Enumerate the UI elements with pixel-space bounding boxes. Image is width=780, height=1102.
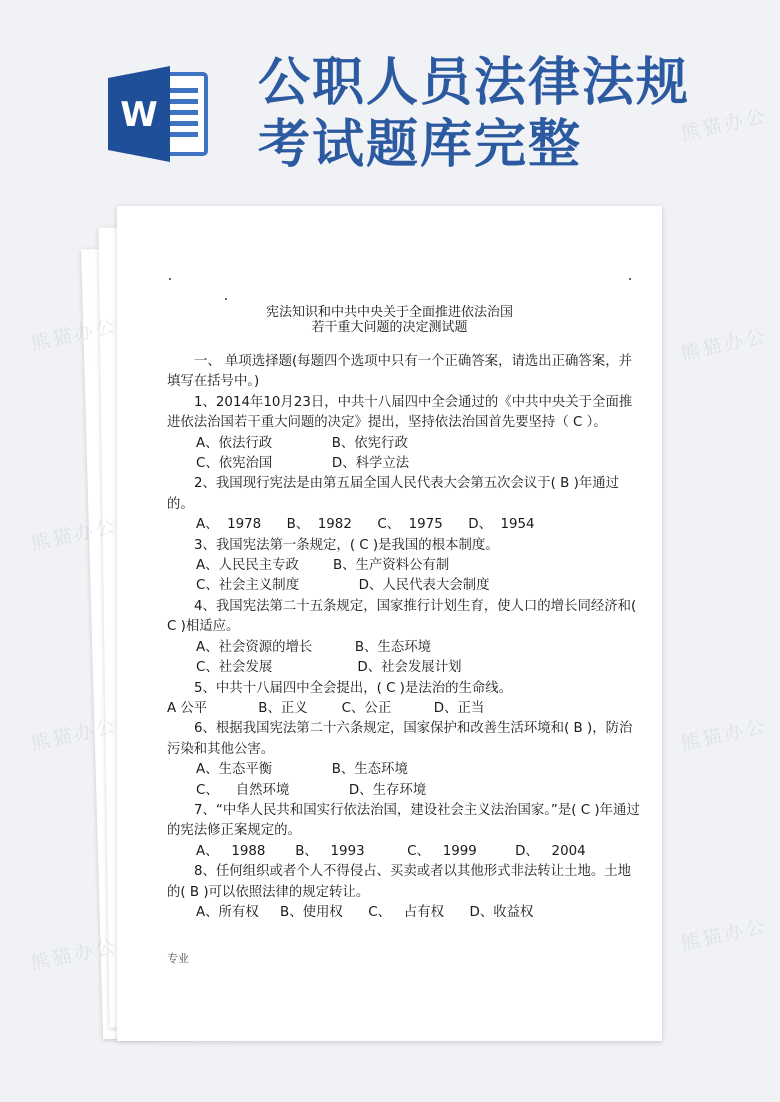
document-title-line2: 若干重大问题的决定测试题 <box>311 320 468 335</box>
question-options: A、依法行政 B、依宪行政 <box>196 435 408 451</box>
question-options: C、社会主义制度 D、人民代表大会制度 <box>196 578 490 594</box>
banner-title <box>258 52 758 176</box>
watermark: 熊猫办公 <box>678 715 770 755</box>
question-options: C、依宪治国 D、科学立法 <box>196 456 410 472</box>
word-logo-letter: W <box>120 95 158 135</box>
corner-mark <box>225 298 227 300</box>
question-stem: 3、我国宪法第一条规定，( C )是我国的根本制度。 <box>194 537 499 553</box>
banner-title-line2: 考试题库完整 <box>258 115 583 175</box>
document-page <box>117 206 662 1041</box>
watermark: 熊猫办公 <box>28 515 120 555</box>
section-intro: 一、 单项选择题(每题四个选项中只有一个正确答案，请选出正确答案，并填写在括号中。) <box>167 354 632 390</box>
question-stem: 7、“中华人民共和国实行依法治国，建设社会主义法治国家。”是( C )年通过的宪法修正案规定的。 <box>167 802 640 839</box>
question-options: C、社会发展 D、社会发展计划 <box>196 660 462 676</box>
question-options: A、 1988 B、 1993 C、 1999 D、 2004 <box>196 843 586 859</box>
watermark: 熊猫办公 <box>678 915 770 955</box>
question-options: A、人民民主专政 B、生产资料公有制 <box>196 558 450 574</box>
watermark: 熊猫办公 <box>28 715 120 755</box>
question-options: A、社会资源的增长 B、生态环境 <box>196 639 431 655</box>
question-stem: 5、中共十八届四中全会提出，( C )是法治的生命线。 <box>194 680 513 696</box>
question-options: A、 1978 B、 1982 C、 1975 D、 1954 <box>196 517 535 533</box>
document-body <box>167 352 642 923</box>
question-stem: 2、我国现行宪法是由第五届全国人民代表大会第五次会议于( B )年通过的。 <box>167 476 619 512</box>
question-stem: 4、我国宪法第二十五条规定，国家推行计划生育，使人口的增长同经济和( C )相适应。 <box>167 598 637 635</box>
question-stem: 8、任何组织或者个人不得侵占、买卖或者以其他形式非法转让土地。土地的( B )可以依照法律的规定转让。 <box>167 864 632 900</box>
question-options: A、生态平衡 B、生态环境 <box>196 762 408 778</box>
watermark: 熊猫办公 <box>28 935 120 975</box>
question-options: A 公平 B、正义 C、公正 D、正当 <box>167 700 485 716</box>
question-options: C、 自然环境 D、生存环境 <box>196 782 427 798</box>
corner-mark <box>629 278 631 280</box>
footer-label: 专业 <box>167 952 189 965</box>
banner-title-line1: 公职人员法律法规 <box>258 53 691 113</box>
document-title-line1: 宪法知识和中共中央关于全面推进依法治国 <box>265 305 513 320</box>
word-document-icon <box>108 66 208 162</box>
question-stem: 6、根据我国宪法第二十六条规定，国家保护和改善生活环境和( B )，防治污染和其他公害。 <box>167 721 633 757</box>
question-options: A、所有权 B、使用权 C、 占有权 D、收益权 <box>196 904 534 920</box>
watermark: 熊猫办公 <box>28 315 120 355</box>
watermark: 熊猫办公 <box>678 325 770 365</box>
corner-mark <box>169 278 171 280</box>
question-stem: 1、2014年10月23日，中共十八届四中全会通过的《中共中央关于全面推进依法治国若干重大问题的决定》提出，坚持依法治国首先要坚持（ C ）。 <box>167 394 633 431</box>
watermark: 熊猫办公 <box>678 105 770 145</box>
